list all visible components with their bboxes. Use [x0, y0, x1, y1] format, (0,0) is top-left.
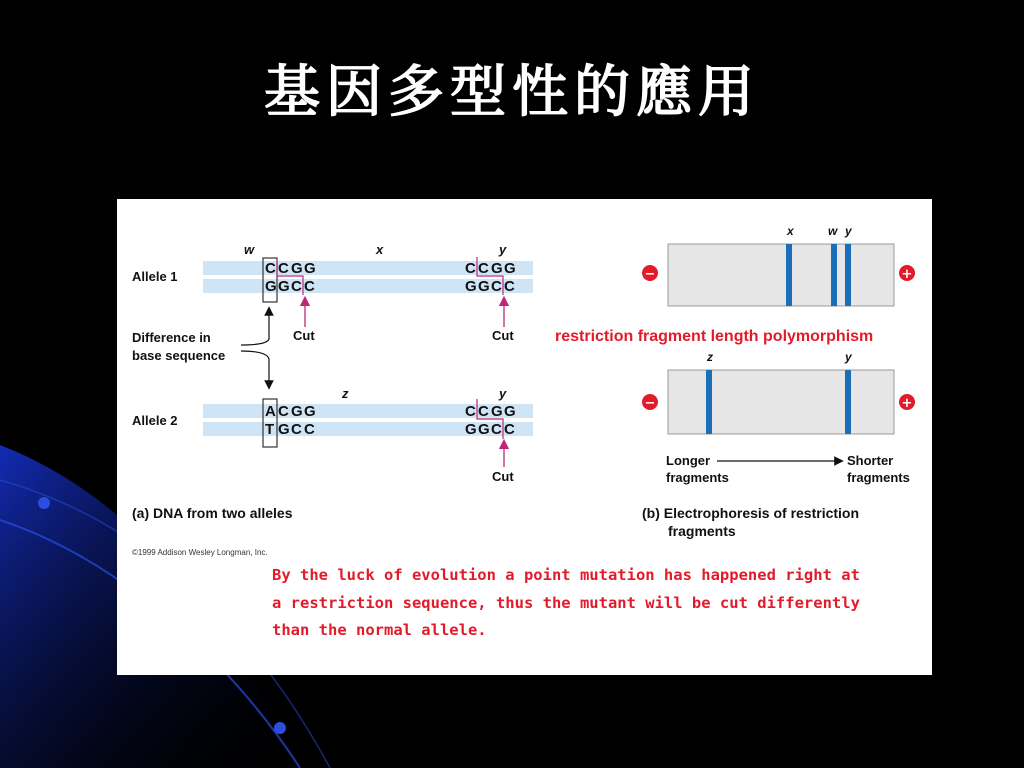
allele1-left-bottom-base: G	[278, 278, 290, 295]
allele1-label: Allele 1	[132, 269, 178, 284]
allele1-left-bottom-base: C	[291, 278, 302, 295]
panel-a-caption: (a) DNA from two alleles	[132, 505, 293, 521]
panel-b-caption-line2: fragments	[668, 523, 736, 539]
allele1-left-top-base: G	[291, 260, 303, 277]
longer-fragments-line1: Longer	[666, 453, 711, 468]
gel1-band-w	[831, 244, 837, 306]
allele2-right-top-base: G	[504, 403, 516, 420]
allele1-right-bottom-base: C	[491, 278, 502, 295]
allele1-right-top-base: C	[478, 260, 489, 277]
gel2-band-label-z: z	[707, 350, 713, 364]
site-y-label-allele2: y	[499, 386, 507, 401]
rflp-label: restriction fragment length polymorphism	[555, 328, 874, 345]
mutation-note-line: a restriction sequence, thus the mutant will be cut differently	[272, 593, 860, 612]
allele1-right-bottom-base: G	[465, 278, 477, 295]
difference-label-line2: base sequence	[132, 348, 226, 363]
shorter-fragments-line2: fragments	[847, 470, 910, 485]
plus-symbol: +	[901, 396, 913, 411]
site-z-label: z	[342, 386, 349, 401]
allele1-right-top-base: C	[465, 260, 476, 277]
cut-label: Cut	[293, 328, 315, 343]
allele1-right-top-base: G	[504, 260, 516, 277]
allele2-right-bottom-base: C	[504, 421, 515, 438]
allele2-left-bottom-base: C	[291, 421, 302, 438]
allele1-right-top-base: G	[491, 260, 503, 277]
difference-arrow-up	[241, 311, 269, 345]
allele2-left-bottom-base: C	[304, 421, 315, 438]
difference-arrow-down	[241, 351, 269, 385]
allele2-right-bottom-base: C	[491, 421, 502, 438]
panel-b-caption-line1: (b) Electrophoresis of restriction	[642, 505, 860, 521]
allele1-right-bottom-base: C	[504, 278, 515, 295]
gel2-band-y	[845, 370, 851, 434]
gel-lane-1	[668, 244, 894, 306]
site-w-label: w	[244, 242, 255, 257]
allele2-left-top-base: G	[304, 403, 316, 420]
allele2-left-top-base: C	[278, 403, 289, 420]
allele2-left-top-base: A	[265, 403, 276, 420]
gel2-band-z	[706, 370, 712, 434]
allele1-left-bottom-base: C	[304, 278, 315, 295]
allele1-left-bottom-base: G	[265, 278, 277, 295]
site-y-label-allele1: y	[499, 242, 507, 257]
cut-label: Cut	[492, 328, 514, 343]
gel-lane-2	[668, 370, 894, 434]
gel1-band-x	[786, 244, 792, 306]
allele2-left-bottom-base: T	[265, 421, 275, 438]
allele2-left-bottom-base: G	[278, 421, 290, 438]
allele2-right-bottom-base: G	[465, 421, 477, 438]
gel1-band-y	[845, 244, 851, 306]
longer-fragments-line2: fragments	[666, 470, 729, 485]
allele2-right-top-base: C	[478, 403, 489, 420]
allele1-left-top-base: C	[278, 260, 289, 277]
gel1-band-label-y: y	[845, 224, 852, 238]
allele2-left-top-base: G	[291, 403, 303, 420]
allele1-left-top-base: C	[265, 260, 276, 277]
copyright-text: ©1999 Addison Wesley Longman, Inc.	[132, 548, 268, 557]
site-x-label: x	[376, 242, 384, 257]
allele2-right-bottom-base: G	[478, 421, 490, 438]
minus-symbol: −	[644, 396, 656, 411]
mutation-note	[272, 562, 892, 645]
allele1-right-bottom-base: G	[478, 278, 490, 295]
allele2-label: Allele 2	[132, 413, 178, 428]
rflp-figure	[117, 199, 932, 675]
gel1-band-label-w: w	[828, 224, 838, 238]
allele2-right-top-base: G	[491, 403, 503, 420]
allele2-right-top-base: C	[465, 403, 476, 420]
cut-label: Cut	[492, 469, 514, 484]
mutation-note-line: than the normal allele.	[272, 621, 487, 639]
gel1-band-label-x: x	[787, 224, 794, 238]
mutation-note-line: By the luck of evolution a point mutation has happened right at	[272, 566, 860, 584]
slide-title: 基因多型性的應用	[264, 59, 760, 125]
minus-symbol: −	[644, 267, 656, 282]
shorter-fragments-line1: Shorter	[847, 453, 894, 468]
allele1-left-top-base: G	[304, 260, 316, 277]
plus-symbol: +	[901, 267, 913, 282]
gel2-band-label-y: y	[845, 350, 852, 364]
difference-label-line1: Difference in	[132, 330, 211, 345]
